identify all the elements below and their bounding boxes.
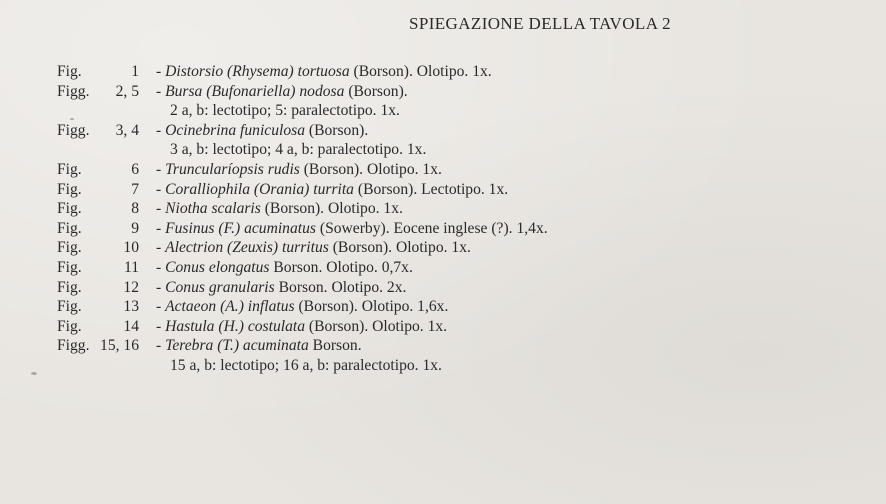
figure-caption [156,258,413,278]
caption-dash: - [156,317,166,335]
caption-dash: - [156,82,166,100]
figure-caption [156,336,362,356]
caption-details: Borson. Olotipo. 0,7x. [269,258,413,276]
figure-label: Fig. [57,219,82,237]
paper-speck [70,118,74,120]
species-name: Hastula (H.) costulata [165,317,305,335]
figure-label: Fig. [57,258,82,276]
figure-entry [0,317,886,337]
figure-caption [156,62,492,82]
figure-label: Fig. [57,317,82,335]
figure-caption [156,199,403,219]
species-name: Bursa (Bufonariella) nodosa [165,82,345,100]
caption-details: (Borson). [344,82,408,100]
caption-dash: - [156,239,166,257]
figure-label: Fig. [57,298,82,316]
species-name: Niotha scalaris [165,200,261,218]
caption-details: Borson. [308,337,362,355]
figure-number: 2, 5 [115,82,139,100]
species-name: Actaeon (A.) inflatus [165,298,295,316]
caption-dash: - [156,219,166,237]
figure-entry [0,258,886,278]
figure-number: 8 [131,200,139,218]
figure-label: Fig. [57,200,82,218]
figure-entry [0,199,886,219]
caption-dash: - [156,298,166,316]
caption-details: Borson. Olotipo. 2x. [274,278,407,296]
caption-continuation: 3 a, b: lectotipo; 4 a, b: paralectotipo. 1x. [170,141,427,159]
figure-entry-continuation [0,356,886,376]
caption-details: (Borson). Olotipo. 1x. [349,63,492,80]
caption-dash: - [156,200,166,218]
figure-entry [0,219,886,239]
figure-caption [156,82,408,102]
figure-number: 15, 16 [100,337,139,355]
caption-dash: - [156,180,166,198]
caption-continuation: 2 a, b: lectotipo; 5: paralectotipo. 1x. [170,102,400,120]
caption-dash: - [156,160,166,178]
figure-entry [0,82,886,102]
figure-list [0,62,886,376]
figure-entry [0,278,886,298]
figure-entry [0,121,886,141]
figure-entry [0,62,886,82]
caption-details: (Sowerby). Eocene inglese (?). 1,4x. [315,219,548,237]
page-title: SPIEGAZIONE DELLA TAVOLA 2 [409,14,671,33]
figure-entry [0,336,886,356]
figure-number: 11 [123,258,139,276]
figure-entry [0,160,886,180]
species-name: Truncularíopsis rudis [165,160,300,178]
caption-details: (Borson). Olotipo. 1x. [299,160,442,178]
figure-entry-continuation [0,101,886,121]
paper-speck [31,372,37,375]
caption-details: (Borson). Olotipo. 1x. [328,239,471,257]
figure-number: 14 [123,317,139,335]
figure-caption [156,121,368,141]
figure-number: 12 [123,278,139,296]
figure-caption [156,180,508,200]
figure-caption [156,297,448,317]
species-name: Conus granularis [165,278,275,296]
figure-label: Figg. [57,337,90,355]
figure-number: 3, 4 [115,121,139,139]
caption-details: (Borson). Olotipo. 1,6x. [294,298,449,316]
caption-details: (Borson). [305,121,369,139]
species-name: Terebra (T.) acuminata [165,337,309,355]
figure-number: 10 [123,239,139,257]
caption-dash: - [156,258,166,276]
caption-dash: - [156,337,166,355]
figure-entry [0,180,886,200]
figure-caption [156,317,447,337]
species-name: Alectrion (Zeuxis) turritus [165,239,329,257]
figure-number: 1 [131,63,139,80]
figure-label: Figg. [57,121,90,139]
figure-label: Fig. [57,278,82,296]
figure-label: Figg. [57,82,90,100]
figure-number: 13 [123,298,139,316]
figure-entry [0,238,886,258]
caption-details: (Borson). Olotipo. 1x. [260,200,403,218]
caption-dash: - [156,278,166,296]
figure-caption [156,238,471,258]
figure-entry-continuation [0,140,886,160]
figure-number: 9 [131,219,139,237]
figure-label: Fig. [57,239,82,257]
figure-number: 6 [131,160,139,178]
figure-label: Fig. [57,63,82,80]
species-name: Conus elongatus [165,258,270,276]
species-name: Distorsio (Rhysema) tortuosa [165,63,350,80]
species-name: Coralliophila (Orania) turrita [165,180,354,198]
caption-continuation: 15 a, b: lectotipo; 16 a, b: paralectotipo. 1x. [170,356,442,374]
figure-number: 7 [131,180,139,198]
figure-entry [0,297,886,317]
figure-caption [156,278,406,298]
figure-caption [156,219,548,239]
figure-caption [156,160,442,180]
figure-label: Fig. [57,160,82,178]
caption-details: (Borson). Lectotipo. 1x. [353,180,509,198]
caption-details: (Borson). Olotipo. 1x. [305,317,448,335]
caption-dash: - [156,63,166,80]
species-name: Ocinebrina funiculosa [165,121,305,139]
species-name: Fusinus (F.) acuminatus [165,219,316,237]
caption-dash: - [156,121,166,139]
figure-label: Fig. [57,180,82,198]
